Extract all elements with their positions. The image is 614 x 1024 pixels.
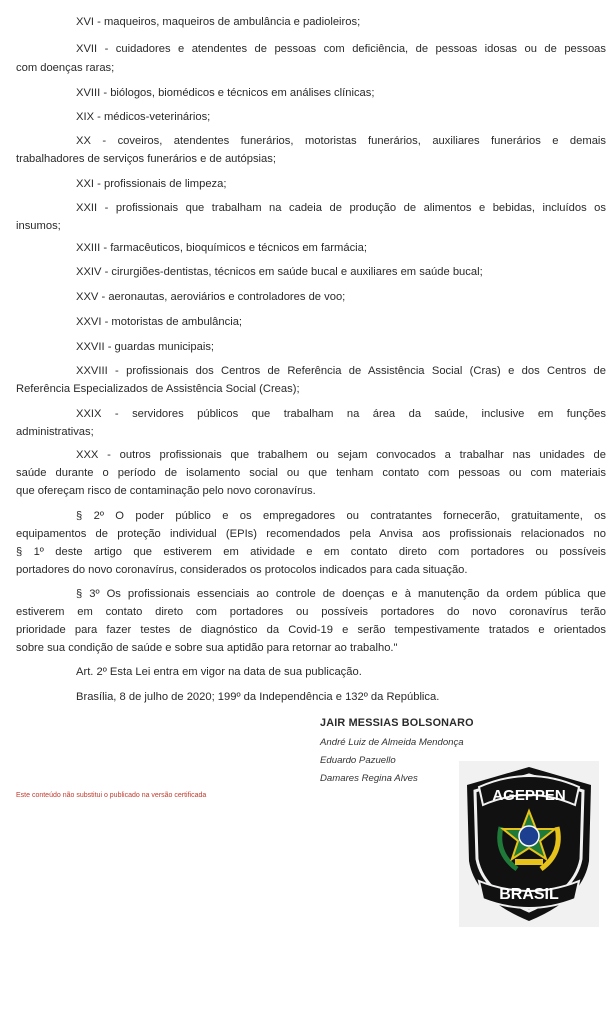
minister-signature-1: André Luiz de Almeida Mendonça: [320, 737, 464, 748]
item-xxix-line1: XXIX - servidores públicos que trabalham na área da saúde, inclusive em funções: [76, 408, 606, 420]
item-xxix-line2: administrativas;: [16, 426, 94, 438]
paragraph-2-line2: equipamentos de proteção individual (EPIs) recomendados pela Anvisa aos profissionais relacionados no: [16, 528, 606, 540]
item-xvi: XVI - maqueiros, maqueiros de ambulância e padioleiros;: [76, 16, 361, 28]
badge-bottom-text: BRASIL: [499, 886, 559, 903]
item-xxiv: XXIV - cirurgiões-dentistas, técnicos em saúde bucal e auxiliares em saúde bucal;: [76, 266, 483, 278]
paragraph-3-line4: sobre sua condição de saúde e sobre sua aptidão para retornar ao trabalho.": [16, 642, 398, 654]
item-xxvii: XXVII - guardas municipais;: [76, 341, 215, 353]
paragraph-3-line2: estiverem em contato direto com portadores ou possíveis portadores do novo coronavírus terão: [16, 606, 606, 618]
item-xxx-line1: XXX - outros profissionais que trabalhem ou sejam convocados a trabalhar nas unidades de: [76, 449, 606, 461]
badge-sword: [515, 859, 543, 865]
item-xxii-line1: XXII - profissionais que trabalham na cadeia de produção de alimentos e bebidas, incluídos os: [76, 202, 606, 214]
item-xvii-line2: com doenças raras;: [16, 62, 115, 74]
item-xxvi: XXVI - motoristas de ambulância;: [76, 316, 243, 328]
item-xxiii: XXIII - farmacêuticos, bioquímicos e técnicos em farmácia;: [76, 242, 367, 254]
paragraph-2-line4: portadores do novo coronavírus, considerados os protocolos indicados para cada situação.: [16, 564, 468, 576]
badge-icon: [459, 761, 599, 927]
paragraph-2-line3: § 1º deste artigo que estiverem em atividade e em contato direto com portadores ou possíveis: [16, 546, 606, 558]
item-xxx-line3: que ofereçam risco de contaminação pelo novo coronavírus.: [16, 485, 316, 497]
item-xx-line1: XX - coveiros, atendentes funerários, motoristas funerários, auxiliares funerários e demais: [76, 135, 606, 147]
item-xix: XIX - médicos-veterinários;: [76, 111, 211, 123]
ageppen-badge-logo: [459, 761, 599, 927]
president-signature: JAIR MESSIAS BOLSONARO: [320, 717, 474, 729]
minister-signature-3: Damares Regina Alves: [320, 773, 418, 784]
paragraph-3-line3: prioridade para fazer testes de diagnóstico da Covid-19 e serão tempestivamente tratados e orientados: [16, 624, 606, 636]
item-xvii-line1: XVII - cuidadores e atendentes de pessoas com deficiência, de pessoas idosas ou de pessoas: [76, 43, 606, 55]
paragraph-3-line1: § 3º Os profissionais essenciais ao controle de doenças e à manutenção da ordem pública que: [76, 588, 606, 600]
badge-center-circle: [519, 826, 539, 846]
item-xxv: XXV - aeronautas, aeroviários e controladores de voo;: [76, 291, 346, 303]
item-xxii-line2: insumos;: [16, 220, 61, 232]
item-xxviii-line1: XXVIII - profissionais dos Centros de Referência de Assistência Social (Cras) e dos Centros de: [76, 365, 606, 377]
item-xxi: XXI - profissionais de limpeza;: [76, 178, 227, 190]
badge-top-text: AGEPPEN: [492, 787, 566, 804]
item-xviii: XVIII - biólogos, biomédicos e técnicos em análises clínicas;: [76, 87, 375, 99]
disclaimer-text: Este conteúdo não substitui o publicado na versão certificada: [16, 792, 207, 799]
paragraph-2-line1: § 2º O poder público e os empregadores ou contratantes fornecerão, gratuitamente, os: [76, 510, 606, 522]
item-xxviii-line2: Referência Especializados de Assistência Social (Creas);: [16, 383, 300, 395]
minister-signature-2: Eduardo Pazuello: [320, 755, 396, 766]
item-xxx-line2: saúde durante o período de isolamento social ou que tenham contato com pessoas ou com materiais: [16, 467, 606, 479]
article-2: Art. 2º Esta Lei entra em vigor na data de sua publicação.: [76, 666, 362, 678]
item-xx-line2: trabalhadores de serviços funerários e de autópsias;: [16, 153, 276, 165]
date-line: Brasília, 8 de julho de 2020; 199º da Independência e 132º da República.: [76, 691, 440, 703]
